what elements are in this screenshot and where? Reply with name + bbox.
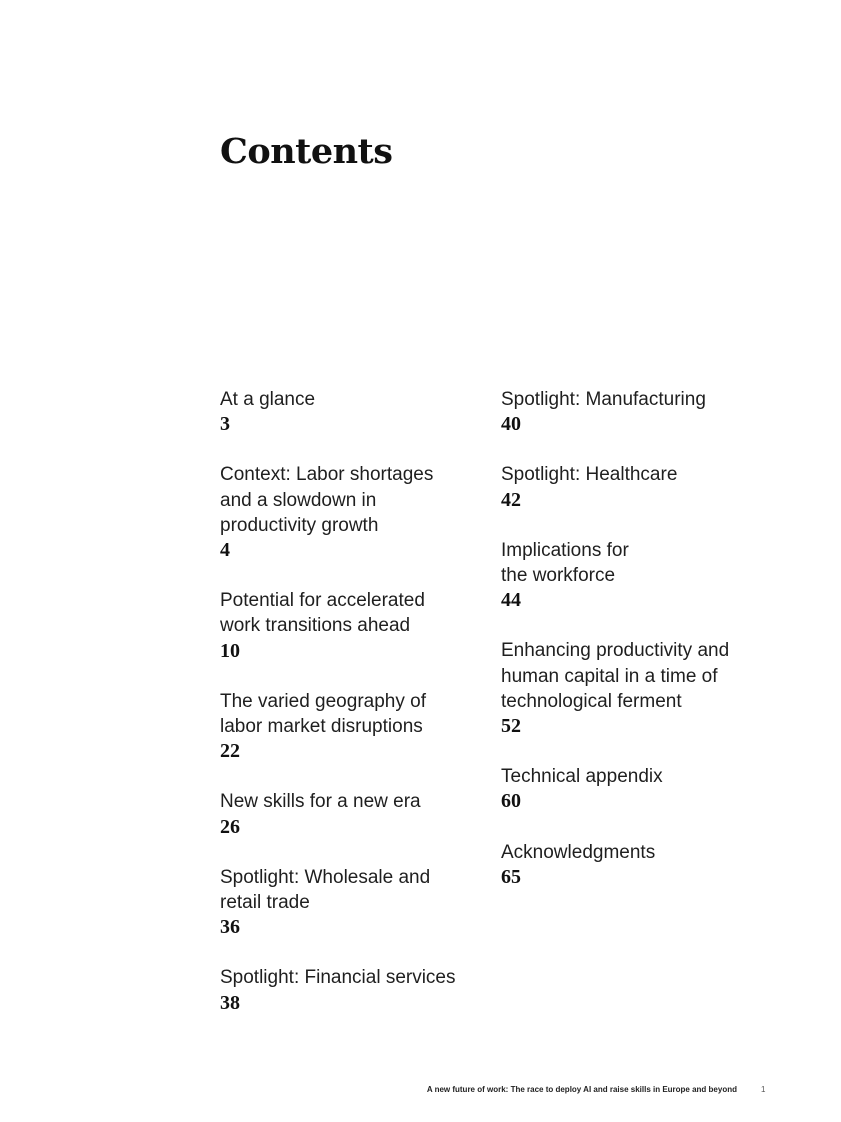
toc-entry-label-line: the workforce (501, 565, 616, 587)
toc-entry[interactable] (220, 462, 490, 563)
toc-entry[interactable] (501, 462, 771, 512)
toc-entry-label (220, 387, 490, 412)
toc-column-left (220, 387, 490, 1041)
toc-entry-page-number: 44 (501, 589, 521, 612)
toc-entry-label (501, 387, 771, 412)
toc-entry-label (220, 789, 490, 814)
toc-entry[interactable] (220, 689, 490, 765)
toc-entry-page-number: 26 (220, 815, 240, 838)
toc-entry-page-number: 65 (501, 865, 521, 888)
toc-entry-label-line: Spotlight: Manufacturing (501, 389, 706, 410)
toc-entry-label-line: Implications for (501, 539, 629, 561)
toc-entry-page-number: 4 (220, 539, 230, 562)
toc-entry-page-number: 10 (220, 639, 240, 662)
toc-entry-label-line: Context: Labor shortages (220, 464, 434, 486)
toc-entry-label (501, 764, 771, 789)
toc-entry-label-line: productivity growth (220, 514, 379, 536)
toc-entry-label (220, 865, 490, 915)
toc-entry-label-line: and a slowdown in (220, 489, 377, 511)
toc-entry-page-number: 60 (501, 790, 521, 813)
toc-entry-label (220, 965, 490, 990)
toc-entry[interactable] (220, 588, 490, 664)
toc-entry-label-line: New skills for a new era (220, 791, 421, 813)
toc-entry-label-line: retail trade (220, 892, 310, 914)
toc-entry-page-number: 42 (501, 488, 521, 511)
toc-entry-label (501, 638, 771, 714)
toc-entry[interactable] (501, 538, 771, 614)
toc-entry-label-line: Spotlight: Healthcare (501, 464, 678, 486)
toc-entry-label-line: labor market disruptions (220, 716, 423, 738)
toc-entry-label-line: Acknowledgments (501, 841, 656, 863)
toc-entry-label (220, 588, 490, 638)
toc-entry[interactable] (501, 387, 771, 437)
toc-entry-label (220, 462, 490, 538)
toc-entry-label-line: Spotlight: Wholesale and (220, 866, 431, 888)
toc-column-right (501, 387, 771, 915)
toc-entry-page-number: 3 (220, 413, 230, 436)
page-title: Contents (220, 131, 393, 172)
toc-entry-label-line: technological ferment (501, 690, 682, 712)
toc-entry-label (220, 689, 490, 739)
toc-entry[interactable] (220, 865, 490, 941)
toc-entry[interactable] (220, 387, 490, 437)
toc-entry[interactable] (501, 840, 771, 890)
toc-entry-page-number: 36 (220, 916, 240, 939)
footer-title: A new future of work: The race to deploy AI and raise skills in Europe and beyond (426, 1085, 737, 1094)
toc-entry[interactable] (220, 965, 490, 1015)
toc-entry-label-line: The varied geography of (220, 690, 426, 712)
toc-entry-page-number: 38 (220, 991, 240, 1014)
toc-entry-label-line: At a glance (220, 389, 316, 410)
toc-entry-label (501, 462, 771, 487)
toc-entry-label-line: Enhancing productivity and (501, 640, 730, 662)
toc-entry-page-number: 52 (501, 715, 521, 738)
toc-entry-label (501, 538, 771, 588)
toc-entry[interactable] (220, 789, 490, 839)
toc-entry-label-line: Spotlight: Financial services (220, 967, 456, 989)
toc-entry-page-number: 40 (501, 413, 521, 436)
toc-entry-label-line: work transitions ahead (220, 615, 411, 637)
toc-entry-page-number: 22 (220, 740, 240, 763)
toc-entry-label-line: Potential for accelerated (220, 590, 425, 612)
toc-entry-label (501, 840, 771, 865)
toc-entry[interactable] (501, 638, 771, 739)
page-number: 1 (761, 1085, 766, 1094)
toc-entry-label-line: human capital in a time of (501, 665, 718, 687)
toc-entry[interactable] (501, 764, 771, 814)
toc-entry-label-line: Technical appendix (501, 766, 663, 788)
